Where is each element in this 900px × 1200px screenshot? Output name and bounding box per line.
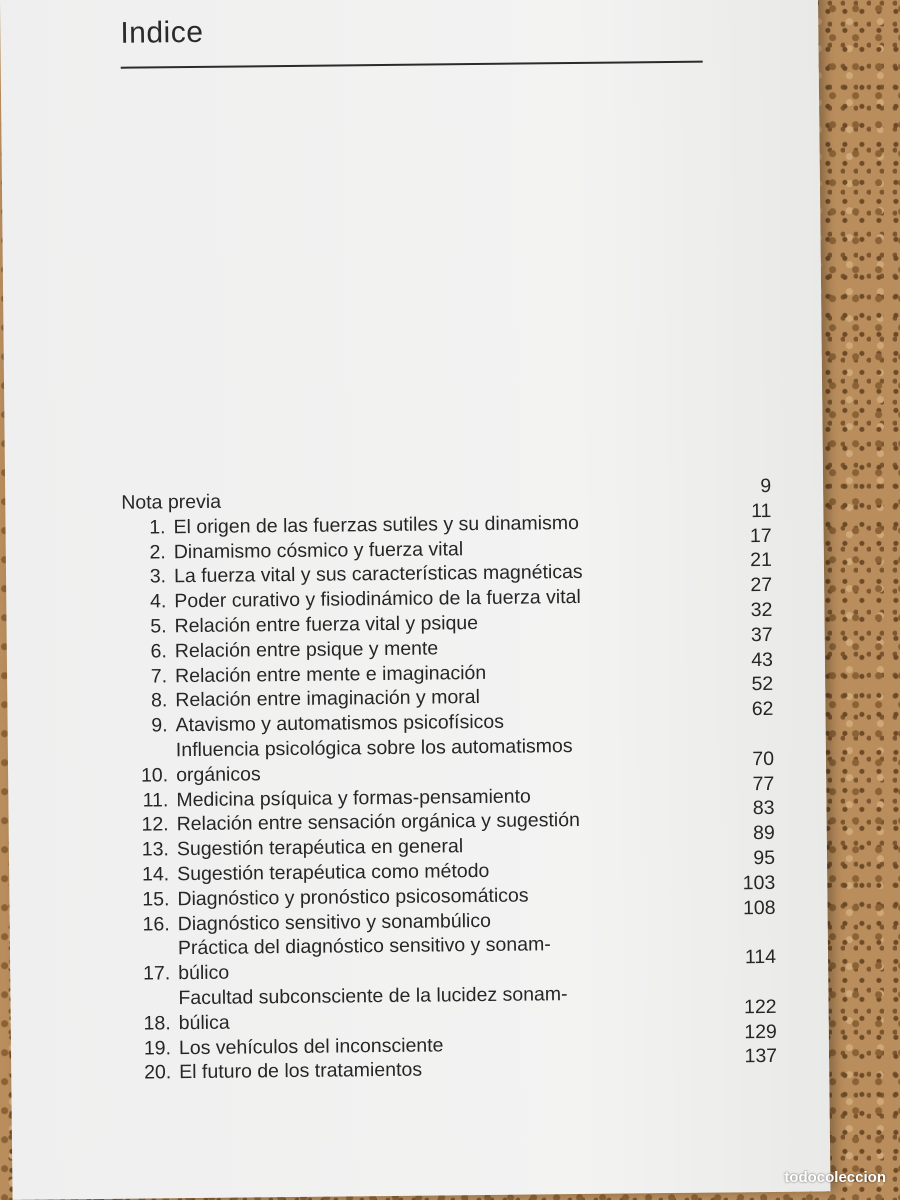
toc-entry-page: 83	[752, 797, 775, 820]
toc-entry-number: 5.	[150, 615, 167, 638]
toc-entry-page: 11	[751, 499, 772, 522]
toc-entry-page: 95	[753, 846, 776, 870]
toc-entry	[126, 930, 776, 986]
toc-entry-title-line: Facultad subconsciente de la lucidez sonam-	[178, 983, 568, 1010]
toc-entry-title	[178, 931, 706, 986]
toc-entry-page: 37	[750, 623, 773, 646]
toc-entry-title	[176, 733, 704, 788]
toc-entry-number: 20.	[144, 1061, 172, 1084]
toc-entry-title-line: El origen de las fuerzas sutiles y su dinamismo	[173, 511, 579, 539]
watermark	[784, 1169, 886, 1186]
toc-entry-page: 62	[751, 698, 774, 721]
toc-entry-page: 43	[751, 648, 774, 671]
toc-preface-page: 9	[760, 474, 772, 498]
toc-entry-title-line: Atavismo y automatismos psicofísicos	[175, 710, 505, 737]
toc-entry-title-line: Relación entre fuerza vital y psique	[174, 612, 479, 638]
toc-entry-title-line: Diagnóstico y pronóstico psicosomáticos	[177, 884, 529, 910]
toc-entry-title-line: búlico	[178, 961, 230, 985]
toc-entry-page: 103	[742, 871, 776, 895]
toc-entry-number: 18.	[143, 1012, 171, 1035]
toc-entry-number: 7.	[150, 664, 168, 688]
toc-entry-number: 19.	[143, 1036, 172, 1060]
toc-entry-page: 129	[744, 1020, 777, 1043]
toc-entry-title-line: Relación entre psique y mente	[174, 637, 439, 662]
toc-entry-page: 77	[752, 772, 775, 795]
toc-entry-number: 6.	[150, 640, 167, 663]
toc-entry-title-line: Dinamismo cósmico y fuerza vital	[173, 537, 464, 563]
toc-entry-number: 17.	[142, 962, 171, 985]
toc-entry-title-line: Sugestión terapéutica como método	[177, 859, 490, 886]
toc-entry-page: 27	[750, 574, 773, 597]
watermark-text: todocoleccion	[784, 1169, 886, 1186]
toc-entry-number: 14.	[141, 863, 170, 886]
toc-entry-page: 17	[749, 524, 772, 547]
toc-entry-title-line: Influencia psicológica sobre los automatismos	[175, 735, 573, 762]
toc-entry-number: 9.	[151, 714, 168, 737]
toc-entry-number: 1.	[149, 516, 166, 539]
table-of-contents	[121, 474, 778, 1086]
toc-entry-title-line: Práctica del diagnóstico sensitivo y sonam-	[177, 933, 551, 960]
toc-entry-number: 8.	[150, 689, 168, 712]
toc-entry-title-line: Relación entre mente e imaginación	[174, 661, 487, 687]
toc-entry-page: 52	[751, 673, 774, 696]
toc-entry-number: 2.	[149, 540, 166, 564]
toc-entry-page: 108	[742, 896, 776, 919]
toc-entry-title-line: búlica	[178, 1011, 230, 1034]
toc-entry-page: 137	[744, 1045, 778, 1068]
toc-entry-title-line: Sugestión terapéutica en general	[176, 835, 464, 861]
toc-preface-label: Nota previa	[121, 490, 222, 514]
toc-entry-title-line: orgánicos	[176, 763, 261, 786]
title-rule	[121, 61, 703, 69]
page-title: Indice	[120, 15, 204, 50]
toc-entry	[126, 980, 776, 1036]
toc-entry-title	[178, 981, 706, 1036]
toc-entry-title-line: El futuro de los tratamientos	[179, 1058, 423, 1084]
toc-entry-number: 10.	[140, 764, 169, 787]
toc-entry-number: 16.	[142, 912, 170, 936]
toc-entry-title-line: Poder curativo y fisiodinámico de la fuerza vital	[174, 586, 581, 613]
toc-entry-number: 3.	[149, 565, 167, 588]
toc-entry-page: 122	[743, 995, 777, 1018]
toc-entry-title-line: Diagnóstico sensitivo y sonambúlico	[177, 909, 492, 935]
toc-entry-title	[179, 1055, 707, 1085]
toc-entry-title-line: Relación entre sensación orgánica y sugestión	[176, 809, 580, 836]
toc-entry-page: 114	[744, 946, 777, 969]
toc-entry-page: 21	[750, 549, 773, 572]
toc-entry-number: 13.	[141, 838, 170, 861]
toc-entry-title-line: Medicina psíquica y formas-pensamiento	[176, 785, 531, 811]
toc-entry-number: 4.	[149, 590, 167, 613]
toc-entry-number: 12.	[141, 813, 169, 836]
toc-entry-title-line: Relación entre imaginación y moral	[175, 686, 481, 712]
toc-entry-page: 89	[752, 822, 775, 845]
toc-entry-number: 11.	[142, 788, 169, 812]
toc-entry-title-line: Los vehículos del inconsciente	[178, 1033, 444, 1059]
toc-entry-number: 15.	[142, 888, 170, 911]
toc-entry-page: 32	[750, 598, 773, 622]
toc-entry-title-line: La fuerza vital y sus características magnéticas	[173, 561, 583, 588]
toc-entry	[124, 732, 774, 788]
toc-entry-page: 70	[752, 747, 775, 770]
